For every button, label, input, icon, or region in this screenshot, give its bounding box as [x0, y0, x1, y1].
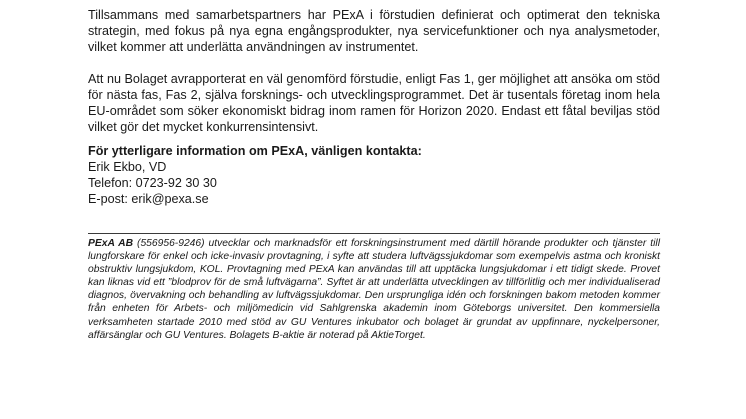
- about-company-text: (556956-9246) utvecklar och marknadsför ett forskningsinstrument med därtill hörande produkter och tjänster till lungforskare för enkel och icke-invasiv provtagning, i syfte att studera luftvägssjukdomar som exempelvis astma och kroniskt obstruktiv lungsjukdom, KOL. Provtagning med PExA kan användas till att upptäcka lungsjukdomar i ett tidigt skede. Provet kan liknas vid ett ”blodprov för de små luftvägarna”. Syftet är att underlätta utvecklingen av tillförlitlig och mer individualiserad diagnos, övervakning och behandling av luftvägssjukdomar. Den ursprungliga idén och forskningen bakom metoden kommer från enheten för Arbets- och miljömedicin vid Sahlgrenska akademin inom Göteborgs universitet. Den kommersiella verksamheten startade 2010 med stöd av GU Ventures inkubator och bolaget är grundat av uppfinnare, nyckelpersoner, affärsänglar och GU Ventures. Bolagets B-aktie är noterad på AktieTorget.: [88, 238, 660, 341]
- contact-name: Erik Ekbo, VD: [88, 160, 167, 174]
- contact-heading: För ytterligare information om PExA, vänligen kontakta:: [88, 144, 422, 158]
- company-name: PExA AB: [88, 238, 134, 249]
- paragraph-feasibility-study: Att nu Bolaget avrapporterat en väl genomförd förstudie, enligt Fas 1, ger möjlighet att ansöka om stöd för nästa fas, Fas 2, själva forsknings- och utvecklingsprogrammet. Det är tusentals företag inom hela EU-området som söker ekonomiskt bidrag inom ramen för Horizon 2020. Endast ett fåtal beviljas stöd vilket gör det mycket konkurrensintensivt.: [88, 72, 660, 134]
- contact-email-line: [88, 191, 660, 207]
- about-company-block: [88, 237, 660, 342]
- contact-email-link[interactable]: erik@pexa.se: [131, 192, 209, 206]
- contact-email-label: E-post:: [88, 192, 132, 206]
- contact-block: [88, 143, 660, 207]
- contact-phone: Telefon: 0723-92 30 30: [88, 176, 217, 190]
- paragraph-strategy: Tillsammans med samarbetspartners har PExA i förstudien definierat och optimerat den tekniska strategin, med fokus på nya egna engångsprodukter, nya servicefunktioner och nya analysmetoder, vilket kommer att underlätta användningen av instrumentet.: [88, 8, 660, 54]
- section-divider: [88, 233, 660, 234]
